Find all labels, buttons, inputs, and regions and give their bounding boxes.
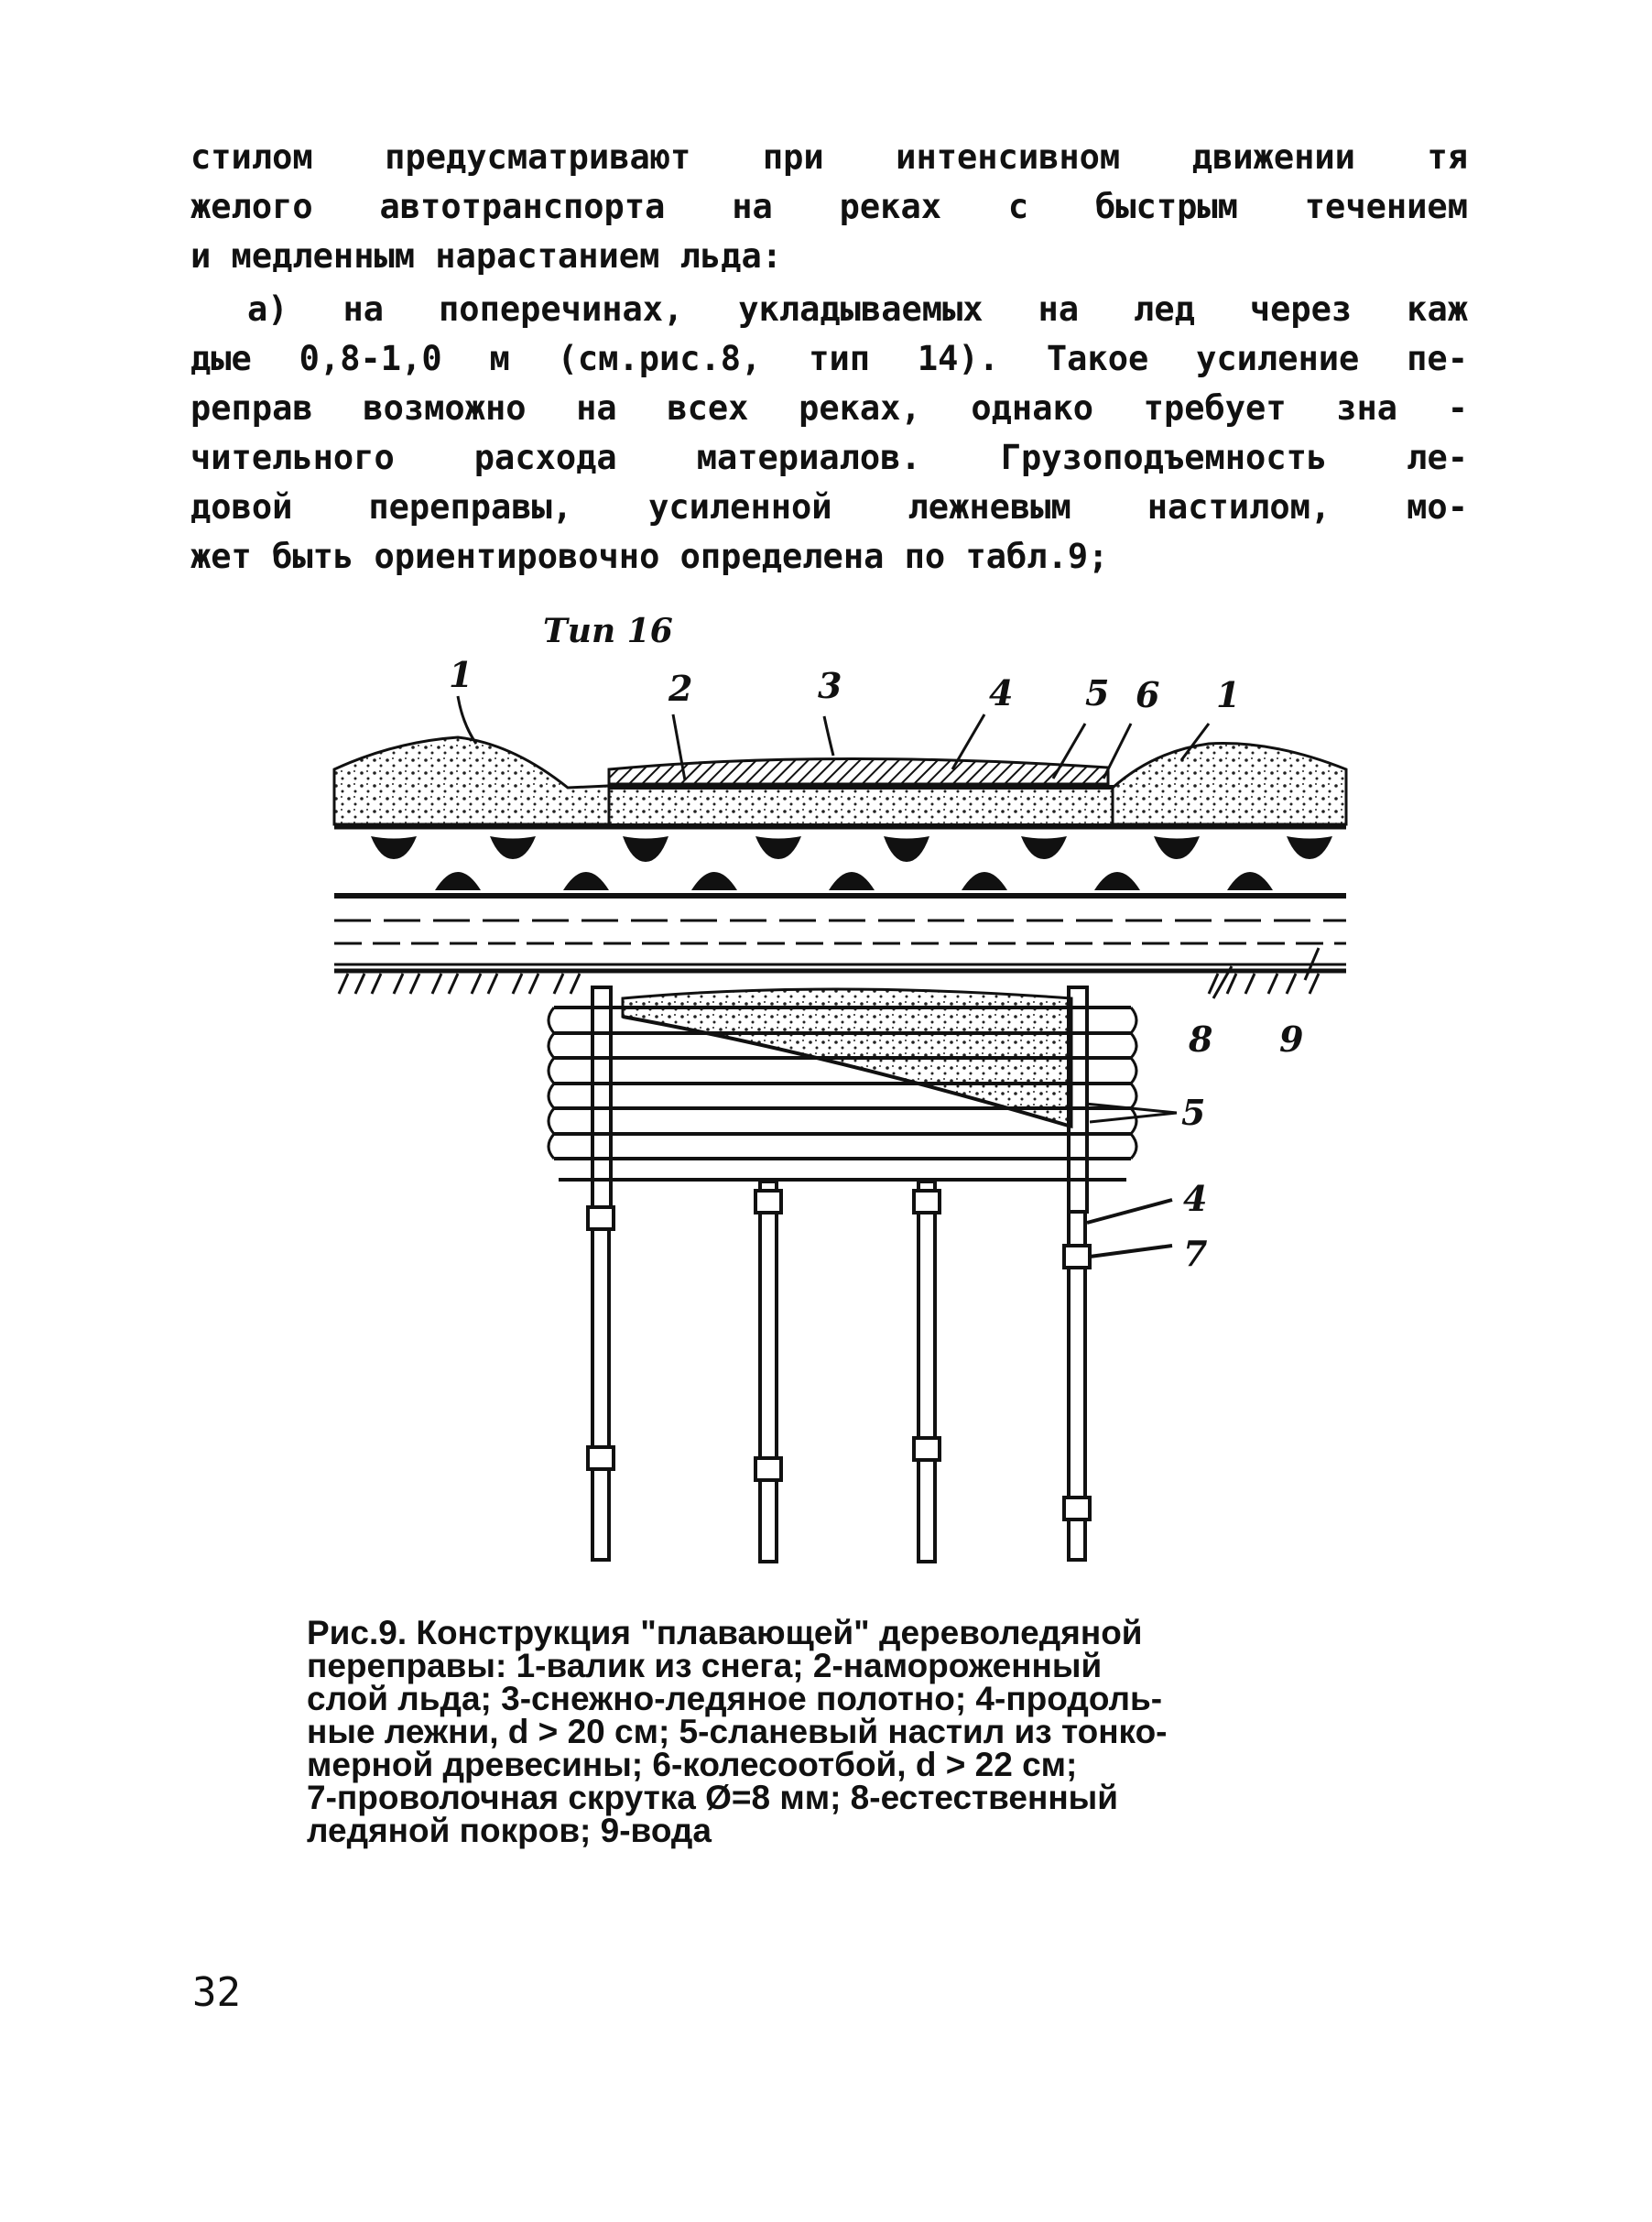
callout-6: 6	[1136, 674, 1160, 715]
callout-4-top: 4	[989, 672, 1014, 713]
paragraph-1-line-2: желого автотранспорта на реках с быстрым течением	[190, 187, 1468, 226]
callout-9: 9	[1279, 1018, 1304, 1060]
paragraph-2-line-4: чительного расхода материалов. Грузоподъемность ле-	[190, 438, 1468, 477]
callout-4-side: 4	[1183, 1178, 1208, 1219]
callout-5-top: 5	[1085, 672, 1110, 713]
paragraph-2-line-6: жет быть ориентировочно определена по табл.9;	[190, 537, 1109, 576]
ice-blobs	[371, 836, 1332, 890]
caption-line-2: переправы: 1-валик из снега; 2-намороженный	[307, 1647, 1103, 1684]
figure-caption	[307, 1614, 1351, 1849]
caption-line-3: слой льда; 3-снежно-ледяное полотно; 4-продоль-	[307, 1680, 1163, 1717]
paragraph-2-line-1: а) на поперечинах, укладываемых на лед через каж	[247, 289, 1468, 329]
paragraph-2-line-2: дые 0,8-1,0 м (см.рис.8, тип 14). Такое усиление пе-	[190, 339, 1468, 378]
callout-8: 8	[1189, 1018, 1213, 1060]
callout-1-left: 1	[449, 654, 473, 695]
figure-type-label: Тип 16	[543, 612, 673, 650]
callout-2: 2	[668, 668, 693, 709]
callout-5-side: 5	[1181, 1092, 1206, 1133]
page-number: 32	[192, 1969, 241, 2016]
caption-line-6: 7-проволочная скрутка Ø=8 мм; 8-естественный	[307, 1779, 1119, 1816]
paragraph-2-line-3: реправ возможно на всех реках, однако требует зна -	[190, 388, 1468, 428]
paragraph-1-line-3: и медленным нарастанием льда:	[190, 236, 783, 276]
caption-line-4: ные лежни, d > 20 см; 5-сланевый настил из тонко-	[307, 1713, 1168, 1750]
water	[334, 920, 1346, 964]
caption-line-7: ледяной покров; 9-вода	[307, 1812, 712, 1849]
callout-3: 3	[818, 665, 842, 706]
callout-7: 7	[1183, 1233, 1208, 1274]
caption-line-5: мерной древесины; 6-колесоотбой, d > 22 см;	[307, 1746, 1078, 1783]
paragraph-1-line-1: стилом предусматривают при интенсивном движении тя	[190, 137, 1468, 177]
paragraph-2-line-5: довой переправы, усиленной лежневым настилом, мо-	[190, 487, 1468, 527]
caption-line-1: Рис.9. Конструкция "плавающей" дереволедяной	[307, 1614, 1143, 1651]
plan-view	[549, 989, 1177, 1180]
callout-1-right: 1	[1216, 674, 1241, 715]
